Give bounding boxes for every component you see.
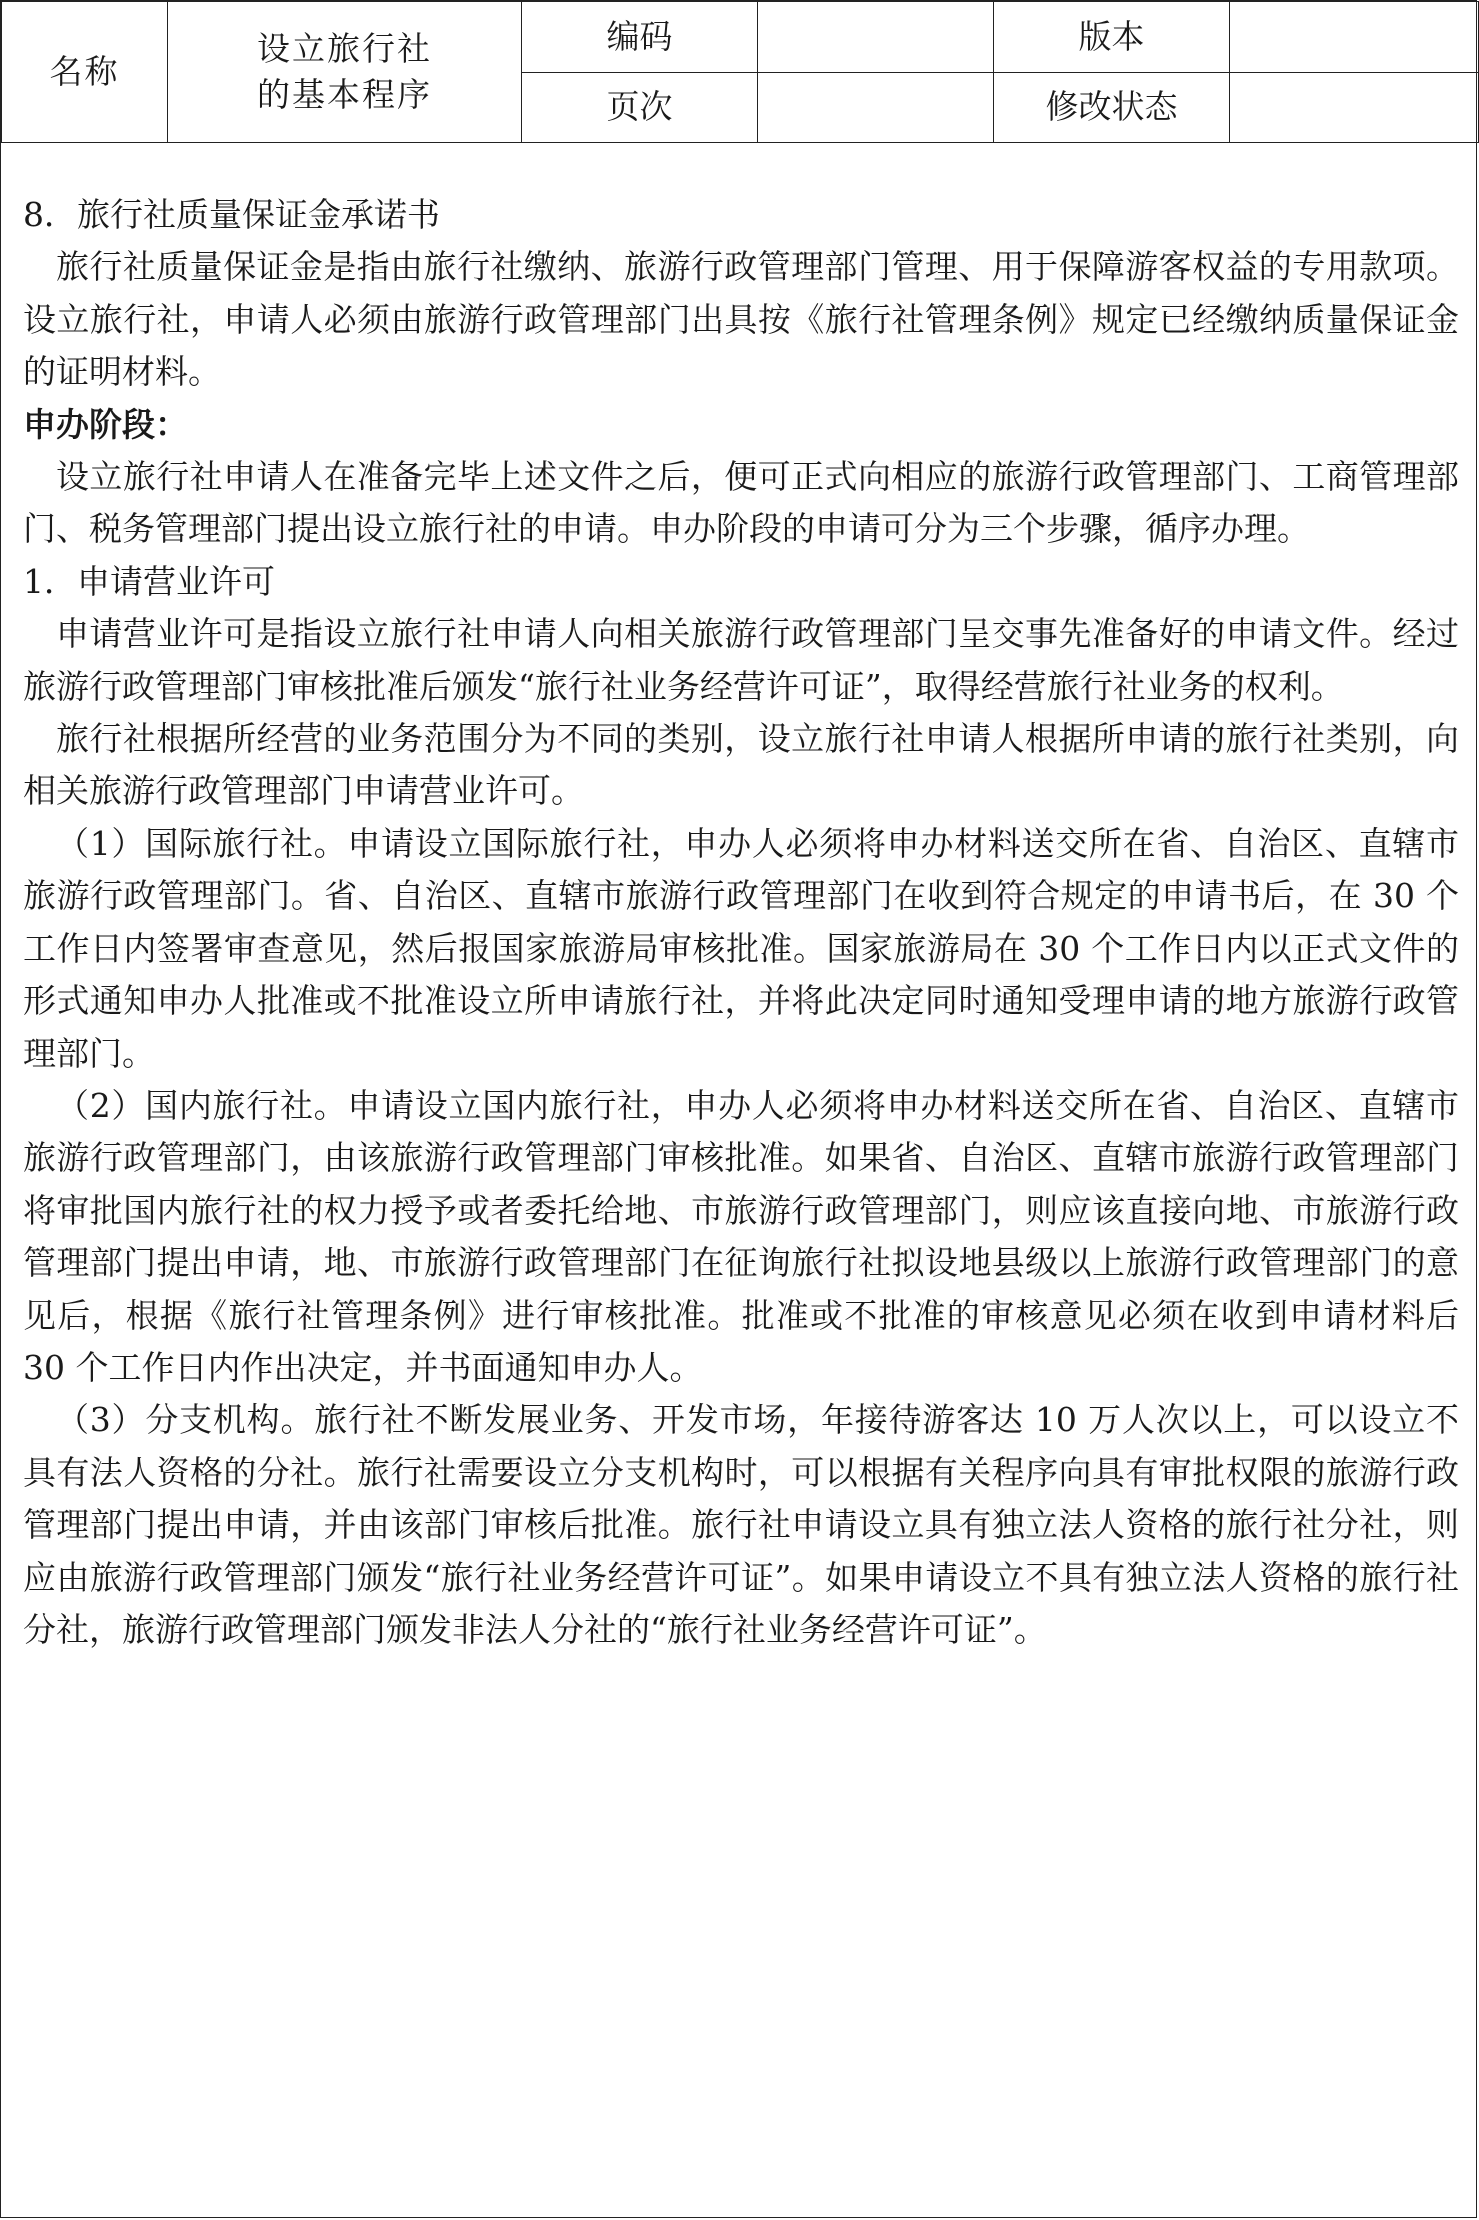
- paragraph-international-agency: （1）国际旅行社。申请设立国际旅行社，申办人必须将申办材料送交所在省、自治区、直辖市旅游行政管理部门。省、自治区、直辖市旅游行政管理部门在收到符合规定的申请书后，在 30 个工作日内签署审查意见，然后报国家旅游局审核批准。国家旅游局在 30 个工作日内以正式文件的形式通知申办人批准或不批准设立所申请旅行社，并将此决定同时通知受理申请的地方旅游行政管理部门。: [23, 823, 1459, 1073]
- page-label-cell: [522, 72, 758, 143]
- revision-label: 修改状态: [1045, 87, 1178, 127]
- version-label: 版本: [1078, 16, 1145, 56]
- version-value-cell: [1230, 2, 1479, 73]
- version-label-cell: [994, 2, 1230, 73]
- paragraph-license-definition: 申请营业许可是指设立旅行社申请人向相关旅游行政管理部门呈交事先准备好的申请文件。经过旅游行政管理部门审核批准后颁发“旅行社业务经营许可证”，取得经营旅行社业务的权利。: [23, 614, 1459, 706]
- document-title-line2: 的基本程序: [257, 75, 432, 114]
- section-heading-business-license: 1．申请营业许可: [23, 561, 275, 601]
- section-heading-guarantee-letter: 8．旅行社质量保证金承诺书: [23, 195, 440, 234]
- document-header-table: [1, 1, 1479, 143]
- page-value-cell: [758, 72, 994, 143]
- document-title-cell: [168, 2, 522, 143]
- name-label-cell: [2, 2, 168, 143]
- page-label: 页次: [606, 87, 673, 127]
- document-body: [23, 189, 1459, 1656]
- document-title-line1: 设立旅行社: [257, 28, 432, 68]
- code-label: 编码: [606, 16, 673, 56]
- revision-label-cell: [994, 72, 1230, 143]
- paragraph-license-categories: 旅行社根据所经营的业务范围分为不同的类别，设立旅行社申请人根据所申请的旅行社类别，向相关旅游行政管理部门申请营业许可。: [23, 719, 1459, 811]
- name-label: 名称: [49, 51, 120, 91]
- revision-value-cell: [1230, 72, 1479, 143]
- code-label-cell: [522, 2, 758, 73]
- code-value-cell: [758, 2, 994, 73]
- paragraph-branch-office: （3）分支机构。旅行社不断发展业务、开发市场，年接待游客达 10 万人次以上，可以设立不具有法人资格的分社。旅行社需要设立分支机构时，可以根据有关程序向具有审批权限的旅游行政管理部门提出申请，并由该部门审核后批准。旅行社申请设立具有独立法人资格的旅行社分社，则应由旅游行政管理部门颁发“旅行社业务经营许可证”。如果申请设立不具有独立法人资格的旅行社分社，旅游行政管理部门颁发非法人分社的“旅行社业务经营许可证”。: [23, 1400, 1459, 1649]
- section-heading-application-stage: 申办阶段：: [23, 404, 188, 444]
- paragraph-domestic-agency: （2）国内旅行社。申请设立国内旅行社，申办人必须将申办材料送交所在省、自治区、直辖市旅游行政管理部门，由该旅游行政管理部门审核批准。如果省、自治区、直辖市旅游行政管理部门将审批国内旅行社的权力授予或者委托给地、市旅游行政管理部门，则应该直接向地、市旅游行政管理部门提出申请，地、市旅游行政管理部门在征询旅行社拟设地县级以上旅游行政管理部门的意见后，根据《旅行社管理条例》进行审核批准。批准或不批准的审核意见必须在收到申请材料后 30 个工作日内作出决定，并书面通知申办人。: [23, 1085, 1459, 1387]
- paragraph-guarantee-definition: 旅行社质量保证金是指由旅行社缴纳、旅游行政管理部门管理、用于保障游客权益的专用款项。设立旅行社，申请人必须由旅游行政管理部门出具按《旅行社管理条例》规定已经缴纳质量保证金的证明材料。: [23, 247, 1459, 392]
- paragraph-application-overview: 设立旅行社申请人在准备完毕上述文件之后，便可正式向相应的旅游行政管理部门、工商管理部门、税务管理部门提出设立旅行社的申请。申办阶段的申请可分为三个步骤，循序办理。: [23, 457, 1459, 549]
